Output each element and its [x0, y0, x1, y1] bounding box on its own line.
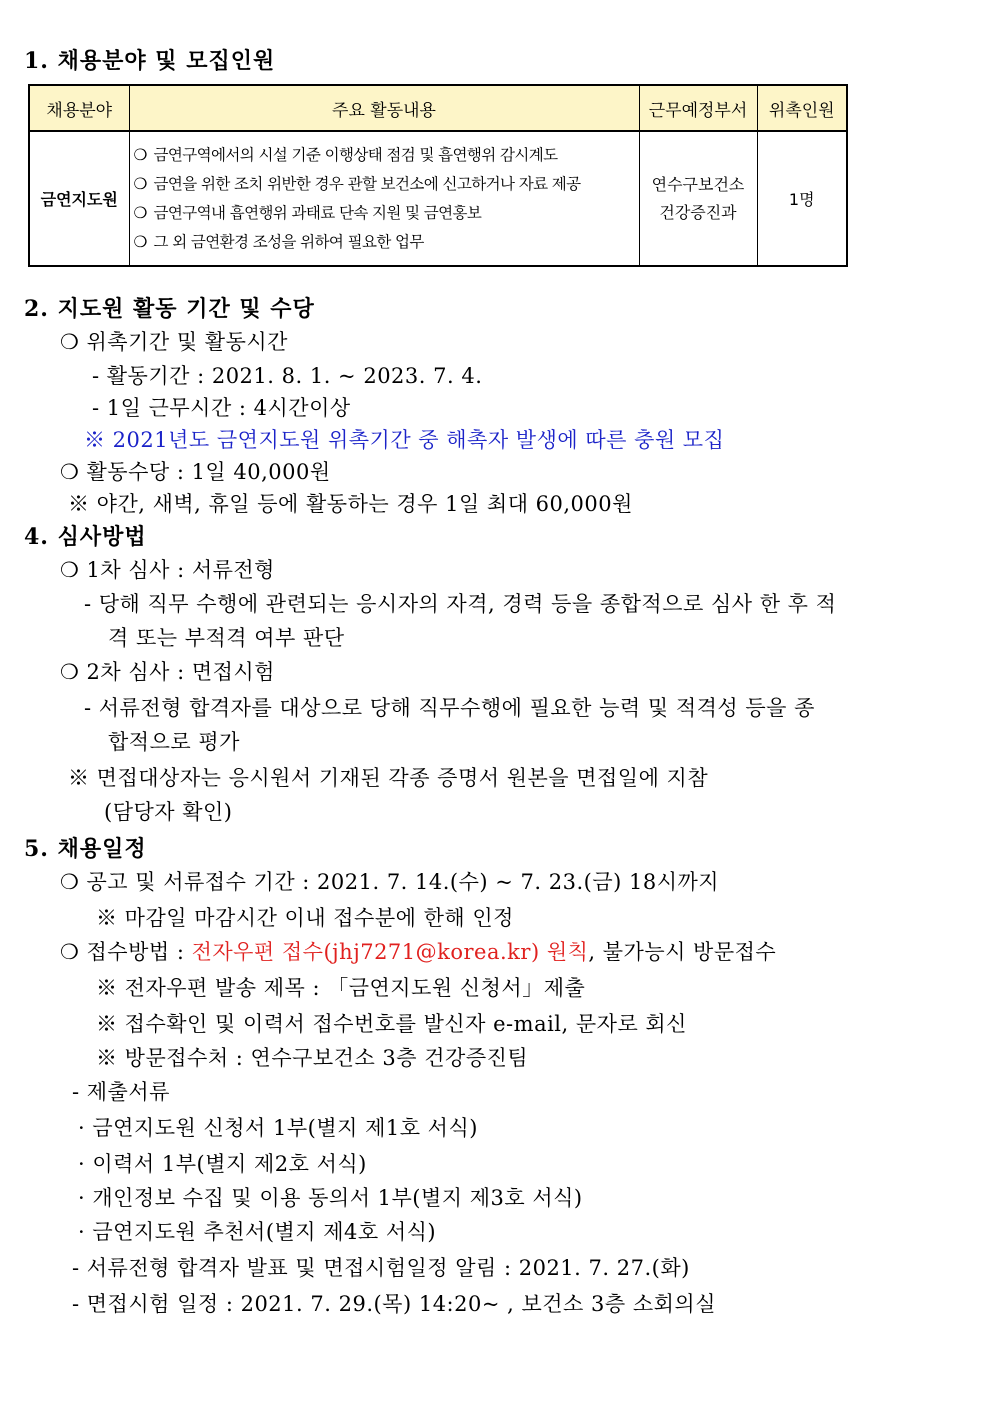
- hollow-circle-icon: ❍: [133, 145, 147, 164]
- second-screening-detail: - 서류전형 합격자를 대상으로 당해 직무수행에 필요한 능력 및 적격성 등을 종: [84, 696, 815, 720]
- activity-allowance: ❍ 활동수당 : 1일 40,000원: [60, 460, 331, 484]
- cell-activities: [129, 131, 639, 266]
- interview-note: ※ 면접대상자는 응시원서 기재된 각종 증명서 원본을 면접일에 지참: [68, 766, 709, 790]
- document-item: · 이력서 1부(별지 제2호 서식): [78, 1152, 367, 1176]
- first-screening: ❍ 1차 심사 : 서류전형: [60, 558, 275, 582]
- header-department: 근무예정부서: [639, 85, 757, 131]
- deadline-note: ※ 마감일 마감시간 이내 접수분에 한해 인정: [96, 906, 514, 930]
- section-5-title: 5. 채용일정: [24, 836, 147, 862]
- recruitment-table: [28, 84, 848, 267]
- document-item: · 금연지도원 추천서(별지 제4호 서식): [78, 1220, 437, 1244]
- table-header-row: [29, 85, 847, 131]
- activity-item: ❍ 금연구역에서의 시설 기준 이행상태 점검 및 흡연행위 감시계도: [134, 141, 639, 170]
- header-field: 채용분야: [29, 85, 129, 131]
- section-1-title: 1. 채용분야 및 모집인원: [24, 48, 276, 74]
- department-line1: 연수구보건소: [651, 174, 745, 194]
- cell-field: 금연지도원: [29, 131, 129, 266]
- section-2-title: 2. 지도원 활동 기간 및 수당: [24, 296, 315, 322]
- interview-note-cont: (담당자 확인): [104, 800, 233, 824]
- application-period: ❍ 공고 및 서류접수 기간 : 2021. 7. 14.(수) ~ 7. 23.(금) 18시까지: [60, 870, 720, 894]
- header-activities: 주요 활동내용: [129, 85, 639, 131]
- document-item: · 개인정보 수집 및 이용 동의서 1부(별지 제3호 서식): [78, 1186, 583, 1210]
- daily-hours: - 1일 근무시간 : 4시간이상: [92, 396, 351, 420]
- recruit-note: ※ 2021년도 금연지도원 위촉기간 중 해촉자 발생에 따른 충원 모집: [84, 428, 725, 452]
- hollow-circle-icon: ❍: [133, 174, 147, 193]
- second-screening: ❍ 2차 심사 : 면접시험: [60, 660, 275, 684]
- activity-item: ❍ 그 외 금연환경 조성을 위하여 필요한 업무: [134, 228, 639, 257]
- header-count: 위촉인원: [757, 85, 847, 131]
- activity-item: ❍ 금연구역내 흡연행위 과태료 단속 지원 및 금연홍보: [134, 199, 639, 228]
- section-4-title: 4. 심사방법: [24, 524, 147, 550]
- email-application: 전자우편 접수(jhj7271@korea.kr) 원칙: [191, 940, 589, 964]
- first-screening-detail: - 당해 직무 수행에 관련되는 응시자의 자격, 경력 등을 종합적으로 심사 한 후 적: [84, 592, 837, 616]
- confirmation-note: ※ 접수확인 및 이력서 접수번호를 발신자 e-mail, 문자로 회신: [96, 1012, 687, 1036]
- hollow-circle-icon: ❍: [133, 232, 147, 251]
- email-subject-note: ※ 전자우편 발송 제목 : 「금연지도원 신청서」제출: [96, 976, 586, 1000]
- visit-location-note: ※ 방문접수처 : 연수구보건소 3층 건강증진팀: [96, 1046, 529, 1070]
- commission-period-heading: ❍ 위촉기간 및 활동시간: [60, 330, 288, 354]
- hollow-circle-icon: ❍: [133, 203, 147, 222]
- documents-heading: - 제출서류: [72, 1080, 170, 1104]
- second-screening-detail-cont: 합적으로 평가: [108, 730, 240, 754]
- document-item: · 금연지도원 신청서 1부(별지 제1호 서식): [78, 1116, 478, 1140]
- cell-department: [639, 131, 757, 266]
- interview-schedule: - 면접시험 일정 : 2021. 7. 29.(목) 14:20~ , 보건소 3층 소회의실: [72, 1292, 716, 1316]
- activity-item: ❍ 금연을 위한 조치 위반한 경우 관할 보건소에 신고하거나 자료 제공: [134, 170, 639, 199]
- cell-count: 1명: [757, 131, 847, 266]
- table-row: [29, 131, 847, 266]
- activity-period: - 활동기간 : 2021. 8. 1. ~ 2023. 7. 4.: [92, 364, 483, 388]
- allowance-note: ※ 야간, 새벽, 휴일 등에 활동하는 경우 1일 최대 60,000원: [68, 492, 633, 516]
- result-announcement: - 서류전형 합격자 발표 및 면접시험일정 알림 : 2021. 7. 27.(화): [72, 1256, 690, 1280]
- first-screening-detail-cont: 격 또는 부적격 여부 판단: [108, 626, 345, 650]
- department-line2: 건강증진과: [659, 202, 737, 222]
- application-method: ❍ 접수방법 : 전자우편 접수(jhj7271@korea.kr) 원칙, 불가능시 방문접수: [60, 940, 777, 964]
